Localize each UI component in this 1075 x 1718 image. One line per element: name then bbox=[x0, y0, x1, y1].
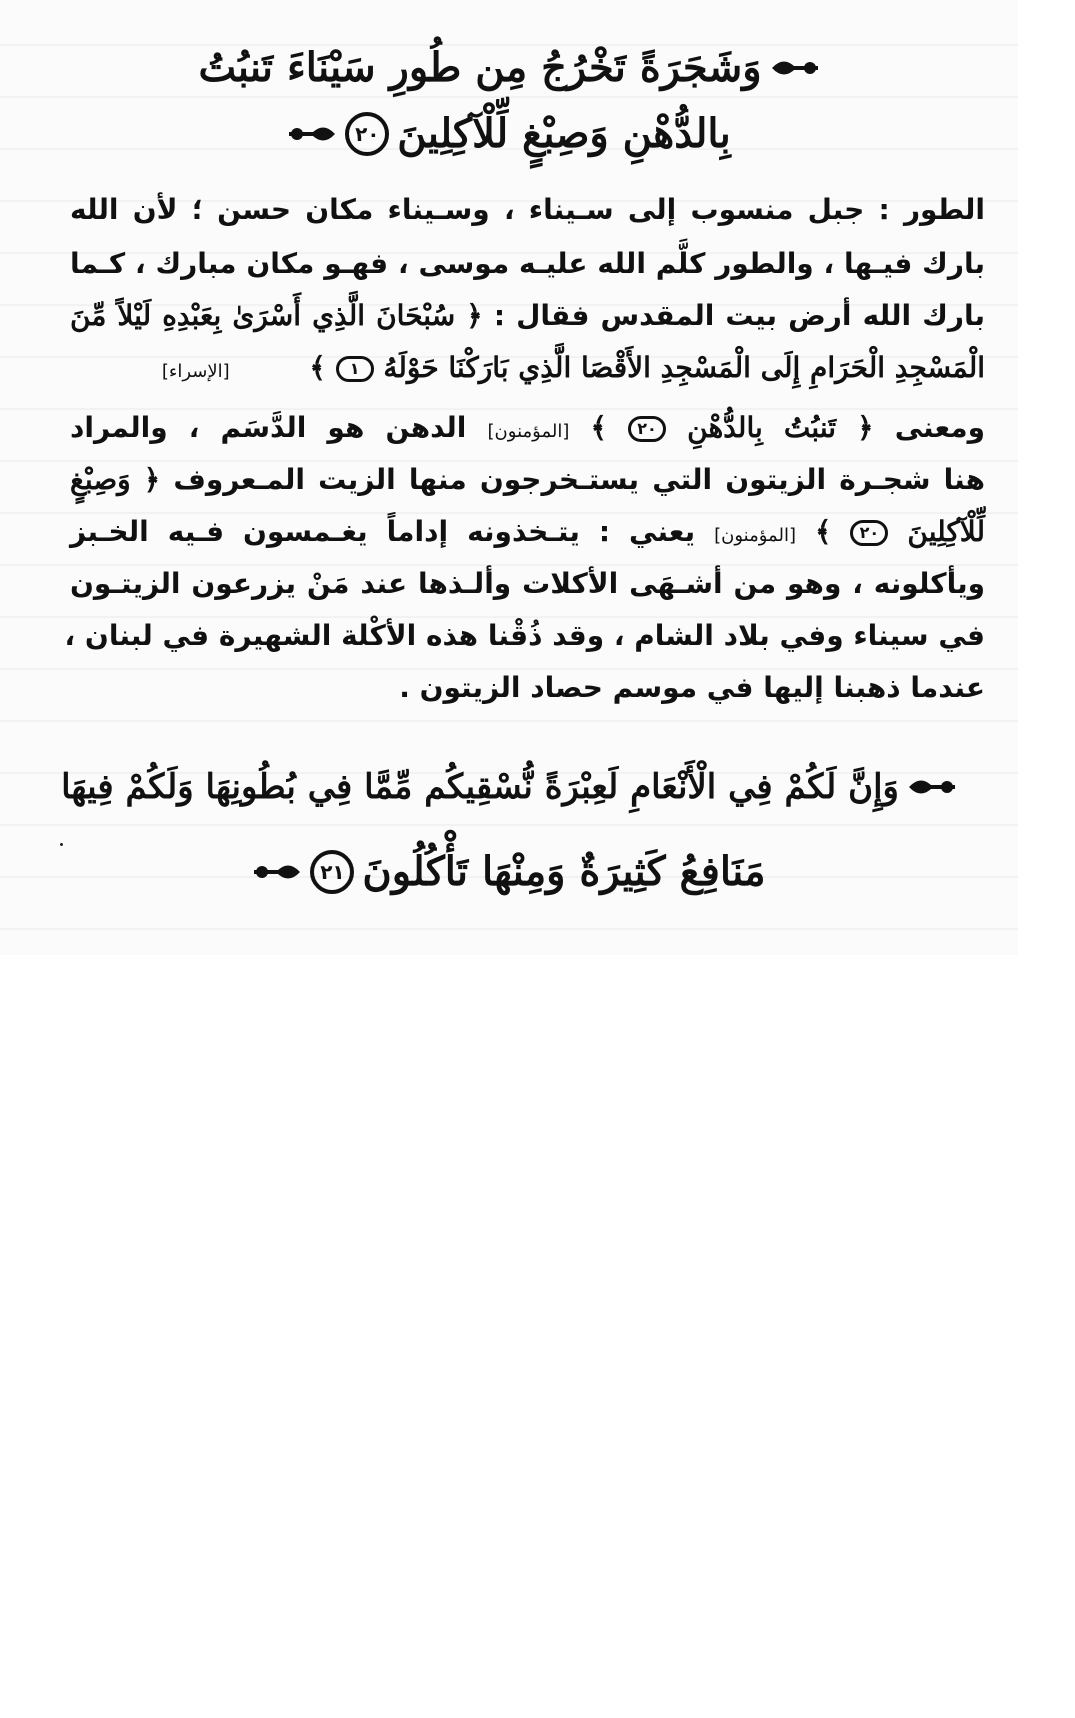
commentary-line-7 bbox=[70, 515, 986, 548]
surah-ref-isra: [الإسراء] bbox=[161, 361, 230, 382]
surah-ref-muminun-2: [المؤمنون] bbox=[714, 525, 796, 546]
commentary-line-6 bbox=[70, 463, 985, 496]
verse-number-20-ref: ٢٠ bbox=[628, 416, 666, 442]
verse-20-text-2: بِالدُّهْنِ وَصِبْغٍ لِّلْآكِلِينَ bbox=[397, 110, 731, 157]
commentary-line-6a: هنا شجـرة الزيتون التي يستـخرجون منها الزيت المـعروف bbox=[173, 463, 985, 496]
verse-20-line-1 bbox=[0, 44, 1018, 91]
quran-quote-isra: ﴿ سُبْحَانَ الَّذِي أَسْرَىٰ بِعَبْدِهِ لَيْلاً مِّنَ bbox=[70, 299, 483, 332]
commentary-line-3 bbox=[70, 299, 986, 332]
quran-quote-akilin: لِّلْآكِلِينَ bbox=[907, 515, 986, 548]
quran-quote-isra-2: الْمَسْجِدِ الْحَرَامِ إِلَى الْمَسْجِدِ الأَقْصَا الَّذِي بَارَكْنَا حَوْلَهُ bbox=[383, 351, 985, 384]
verse-number-20: ٢٠ bbox=[345, 112, 389, 156]
quote-close-mark: ﴾ bbox=[814, 515, 832, 548]
commentary-line-5 bbox=[70, 411, 986, 444]
commentary-line-5a: ومعنى bbox=[894, 411, 986, 444]
verse-21-line-2 bbox=[0, 850, 1018, 894]
commentary-line-9: في سيناء وفي بلاد الشام ، وقد ذُقْنا هذه الأكْلة الشهيرة في لبنان ، bbox=[64, 619, 985, 652]
commentary-line-10: عندما ذهبنا إليها في موسم حصاد الزيتون . bbox=[399, 671, 985, 704]
quote-close-mark: ﴾ bbox=[590, 411, 607, 444]
commentary-line-3a: بارك الله أرض بيت المقدس فقال : bbox=[493, 299, 986, 332]
quran-quote-sibgh: ﴿ وَصِبْغٍ bbox=[70, 463, 161, 496]
commentary-line-2: بارك فيـها ، والطور كلَّم الله عليـه موسى ، فهـو مكان مبارك ، كـما bbox=[70, 247, 985, 280]
commentary-line-1: الطور : جبل منسوب إلى سـيناء ، وسـيناء مكان حسن ؛ لأن الله bbox=[70, 193, 985, 226]
verse-start-ornament-icon bbox=[770, 53, 820, 83]
surah-ref-muminun: [المؤمنون] bbox=[487, 421, 570, 442]
verse-21-text-1: وَإِنَّ لَكُمْ فِي الْأَنْعَامِ لَعِبْرَةً نُّسْقِيكُم مِّمَّا فِي بُطُونِهَا وَلَكُمْ فِيهَا bbox=[61, 767, 899, 807]
scan-speck bbox=[60, 843, 63, 846]
verse-number-20-ref-2: ٢٠ bbox=[850, 520, 888, 546]
verse-number-1: ١ bbox=[336, 356, 374, 382]
verse-end-ornament-icon bbox=[287, 119, 337, 149]
commentary-line-5c: الدهن هو الدَّسَم ، والمراد bbox=[70, 411, 467, 444]
verse-21-line-1 bbox=[0, 767, 1018, 807]
verse-20-text-1: وَشَجَرَةً تَخْرُجُ مِن طُورِ سَيْنَاءَ تَنبُتُ bbox=[198, 44, 762, 91]
commentary-line-8: ويأكلونه ، وهو من أشـهَى الأكلات وألـذها عند مَنْ يزرعون الزيتـون bbox=[70, 567, 985, 600]
commentary-line-4 bbox=[70, 351, 985, 384]
quote-close-mark: ﴾ bbox=[309, 351, 326, 384]
verse-20-line-2 bbox=[0, 112, 1018, 156]
commentary-line-7b: يعني : يتـخذونه إداماً يغـمسون فـيه الخـبز bbox=[70, 515, 696, 548]
verse-number-21: ٢١ bbox=[310, 850, 354, 894]
verse-21-text-2: مَنَافِعُ كَثِيرَةٌ وَمِنْهَا تَأْكُلُونَ bbox=[362, 848, 766, 895]
verse-end-ornament-icon bbox=[252, 857, 302, 887]
verse-start-ornament-icon bbox=[907, 772, 957, 802]
quran-quote-tanbut: ﴿ تَنبُتُ بِالدُّهْنِ bbox=[687, 411, 874, 444]
